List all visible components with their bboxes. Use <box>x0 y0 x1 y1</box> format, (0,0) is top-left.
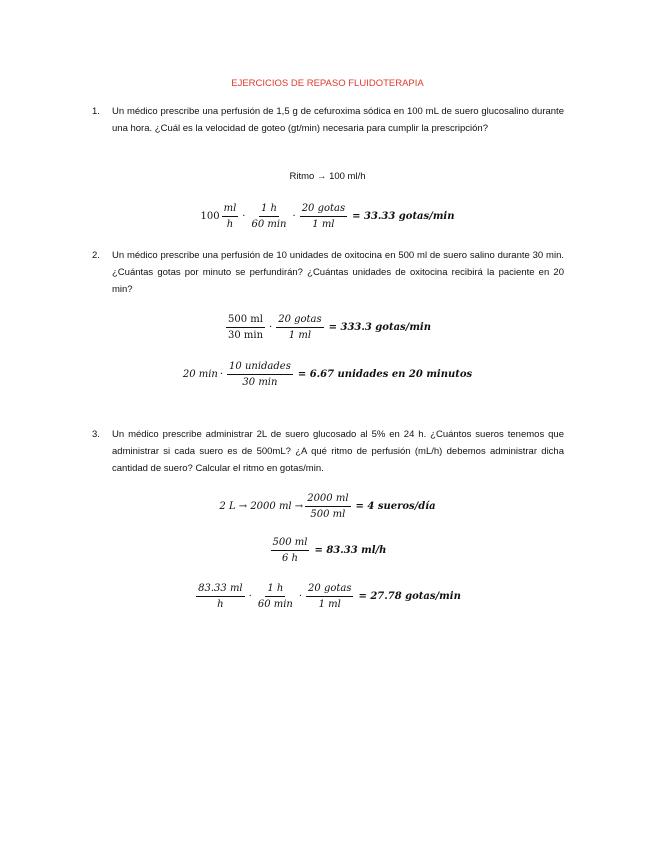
problem-1 <box>92 103 564 137</box>
denominator: h <box>226 219 234 230</box>
fraction <box>227 360 293 389</box>
problem-3 <box>92 426 564 477</box>
equation-3-2 <box>0 536 655 565</box>
numerator: 83.33 ml <box>196 582 245 597</box>
eq-result: = 83.33 ml/h <box>314 545 387 556</box>
multiply-dot: · <box>219 369 224 380</box>
denominator: 60 min <box>257 599 293 610</box>
numerator: 20 gotas <box>276 313 323 328</box>
eq-result: = 6.67 unidades en 20 minutos <box>297 369 473 380</box>
equation-2-1 <box>0 313 655 342</box>
denominator: 60 min <box>251 219 287 230</box>
eq-result: = 4 sueros/día <box>355 501 436 512</box>
document-title: EJERCICIOS DE REPASO FLUIDOTERAPIA <box>231 78 424 89</box>
multiply-dot: · <box>242 211 246 222</box>
equation-3-3 <box>0 582 655 611</box>
denominator: 30 min <box>227 330 264 341</box>
eq-lead: 100 <box>200 211 220 222</box>
fraction <box>226 313 265 342</box>
fraction <box>306 582 353 611</box>
problem-number: 2. <box>92 250 100 261</box>
numerator: 20 gotas <box>300 202 347 217</box>
multiply-dot: · <box>269 322 273 333</box>
denominator: 1 ml <box>312 219 335 230</box>
equation-2-2 <box>0 360 655 389</box>
numerator: 20 gotas <box>306 582 353 597</box>
problem-text: Un médico prescribe una perfusión de 1,5 g de cefuroxima sódica en 100 mL de suero glucosalino durante una hora. ¿Cuál es la velocidad de goteo (gt/min) necesaria para cumplir la prescripción? <box>112 106 564 134</box>
multiply-dot: · <box>292 211 296 222</box>
numerator: 1 h <box>265 582 285 597</box>
denominator: 6 h <box>282 553 298 564</box>
numerator: 500 ml <box>271 536 310 551</box>
eq-result: = 27.78 gotas/min <box>358 591 461 602</box>
fraction <box>256 582 295 611</box>
fraction <box>271 536 310 565</box>
problem-text: Un médico prescribe una perfusión de 10 unidades de oxitocina en 500 ml de suero salino durante 30 min. ¿Cuántas gotas por minuto se perfundirán? ¿Cuántas unidades de oxitocina recibirá la paciente en 20 min? <box>112 250 564 295</box>
problem-number: 1. <box>92 106 100 117</box>
fraction <box>249 202 288 231</box>
numerator: 10 unidades <box>227 360 293 375</box>
multiply-dot: · <box>248 591 252 602</box>
problem-number: 3. <box>92 429 100 440</box>
problem-text: Un médico prescribe administrar 2L de suero glucosado al 5% en 24 h. ¿Cuántos sueros tenemos que administrar si cada suero es de 500mL? ¿A qué ritmo de perfusión (mL/h) debemos administrar dicha cantidad de suero? Calcular el ritmo en gotas/min. <box>112 429 564 474</box>
numerator: ml <box>222 202 239 217</box>
eq-result: = 333.3 gotas/min <box>328 322 431 333</box>
rhythm-text: Ritmo → 100 ml/h <box>289 171 366 182</box>
eq-lead: 20 min <box>182 369 218 380</box>
fraction <box>305 492 350 521</box>
equation-3-1 <box>0 492 655 521</box>
denominator: 1 ml <box>288 330 312 341</box>
denominator: 1 ml <box>318 599 341 610</box>
fraction <box>300 202 347 231</box>
eq-result: = 33.33 gotas/min <box>352 211 455 222</box>
fraction <box>196 582 245 611</box>
equation-1-1 <box>0 202 655 231</box>
rhythm-line <box>0 171 655 182</box>
denominator: h <box>217 599 224 610</box>
multiply-dot: · <box>298 591 303 602</box>
numerator: 2000 ml <box>305 492 350 507</box>
numerator: 500 ml <box>226 313 265 328</box>
denominator: 500 ml <box>310 509 346 520</box>
eq-lead: 2 L → 2000 ml → <box>219 501 304 512</box>
problem-2 <box>92 247 564 298</box>
numerator: 1 h <box>259 202 279 217</box>
fraction <box>276 313 323 342</box>
denominator: 30 min <box>242 377 278 388</box>
fraction <box>222 202 239 231</box>
